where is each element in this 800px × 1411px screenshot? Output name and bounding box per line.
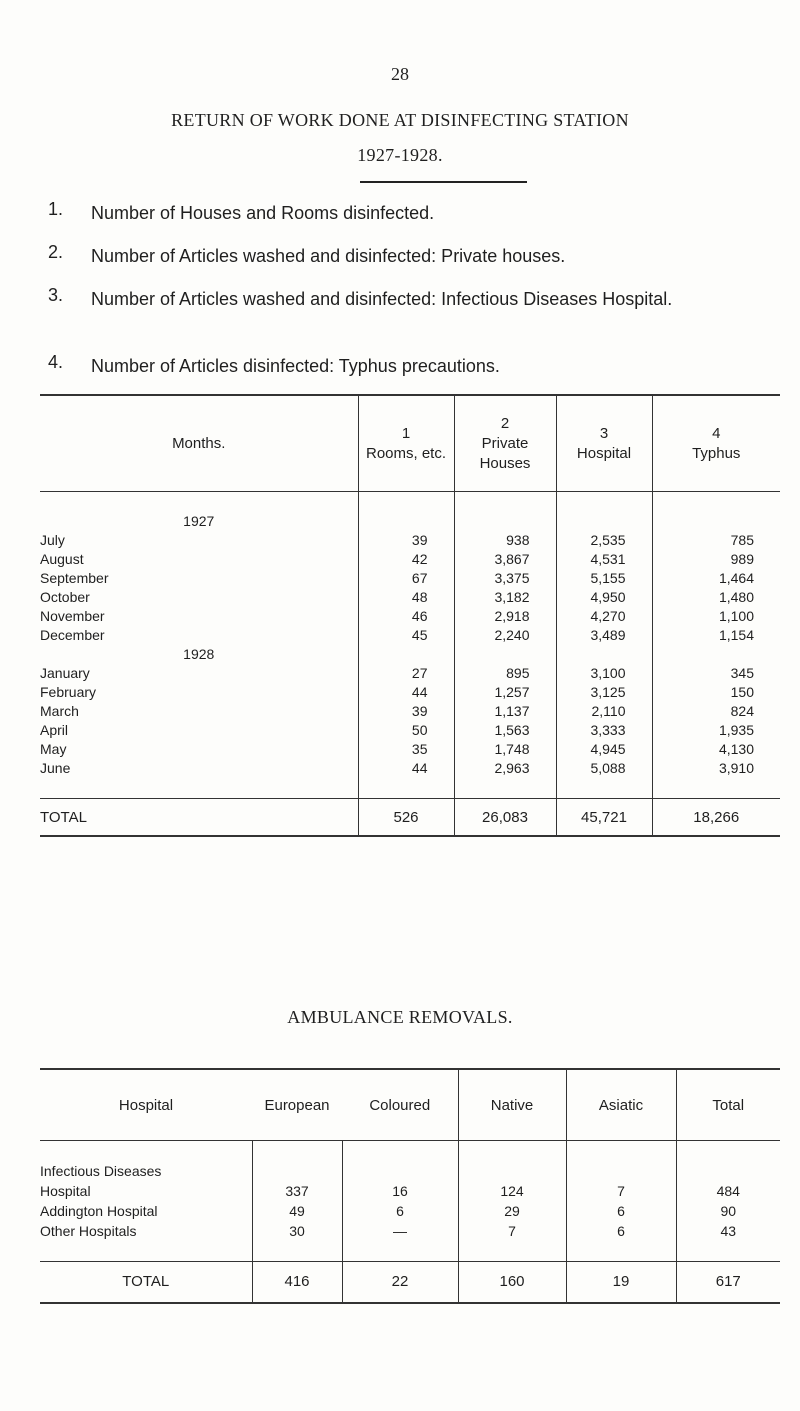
title-rule [360,181,527,183]
legend-text: Number of Articles disinfected: Typhus precautions. [91,356,500,376]
header-months: Months. [172,434,226,452]
table-row: Addington Hospital 49 6 29 6 90 [40,1201,780,1221]
legend-number: 3. [48,285,64,305]
table-row: December 45 2,240 3,489 1,154 [40,626,780,645]
table-row: May 35 1,748 4,945 4,130 [40,740,780,759]
table-row: July 39 938 2,535 785 [40,531,780,550]
header-rooms: 1 Rooms, etc. [358,395,454,492]
table-row: September 67 3,375 5,155 1,464 [40,569,780,588]
table-row: January 27 895 3,100 345 [40,664,780,683]
page-title: RETURN OF WORK DONE AT DISINFECTING STATION [171,110,629,130]
header-total: Total [676,1069,780,1141]
total-row: TOTAL 526 26,083 45,721 18,266 [40,799,780,837]
table-row: Infectious Diseases [40,1161,780,1181]
header-typhus: 4 Typhus [652,395,780,492]
table-row: Other Hospitals 30 — 7 6 43 [40,1221,780,1241]
header-asiatic: Asiatic [566,1069,676,1141]
header-private-houses: 2 Private Houses [454,395,556,492]
year-label: 1927 [183,513,215,529]
table-row: June 44 2,963 5,088 3,910 [40,759,780,778]
table-row: February 44 1,257 3,125 150 [40,683,780,702]
legend-text: Number of Articles washed and disinfected: Infectious Diseases Hospital. [91,289,673,309]
table-row: April 50 1,563 3,333 1,935 [40,721,780,740]
disinfection-table [40,394,780,837]
header-european: European [264,1096,330,1114]
ambulance-title: AMBULANCE REMOVALS. [287,1007,513,1027]
legend-text: Number of Articles washed and disinfected: Private houses. [91,246,566,266]
header-native: Native [458,1069,566,1141]
table-row: August 42 3,867 4,531 989 [40,550,780,569]
table-row: October 48 3,182 4,950 1,480 [40,588,780,607]
ambulance-table [40,1068,780,1304]
table-row: March 39 1,137 2,110 824 [40,702,780,721]
legend-number: 2. [48,242,64,262]
page-period: 1927-1928. [357,145,443,165]
header-coloured: Coloured [369,1096,431,1114]
total-row: TOTAL 416 22 160 19 617 [40,1262,780,1304]
legend-number: 4. [48,352,64,372]
table-row: November 46 2,918 4,270 1,100 [40,607,780,626]
page-number: 28 [391,64,409,84]
header-hospital: 3 Hospital [556,395,652,492]
table-row: Hospital 337 16 124 7 484 [40,1181,780,1201]
year-label: 1928 [183,646,215,662]
header-hospital: Hospital [118,1096,174,1114]
legend-text: Number of Houses and Rooms disinfected. [91,203,435,223]
legend-number: 1. [48,199,64,219]
